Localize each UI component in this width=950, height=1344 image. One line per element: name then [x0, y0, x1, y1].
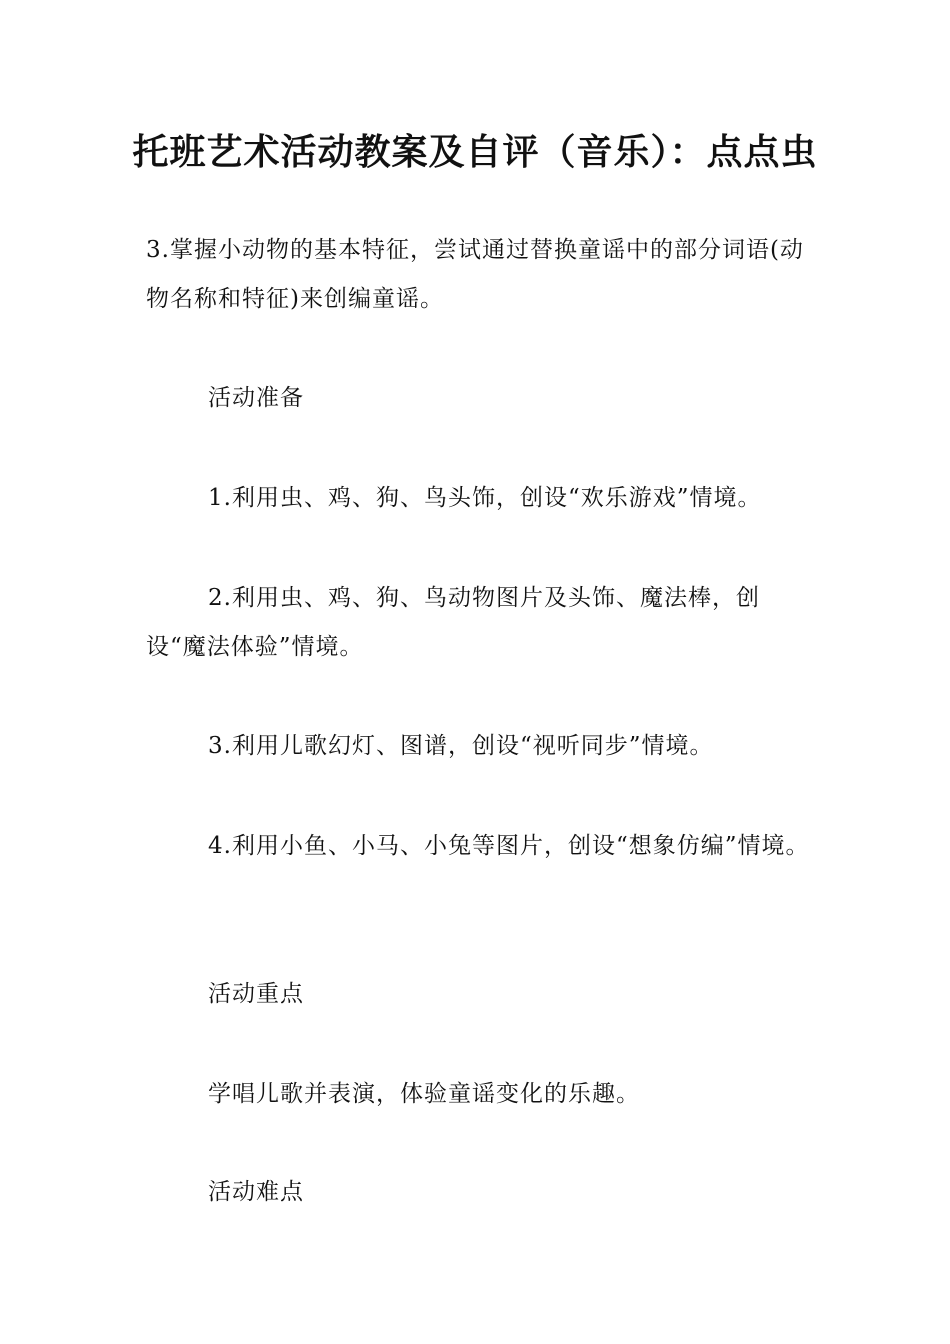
paragraph-focus: 学唱儿歌并表演，体验童谣变化的乐趣。 [208, 1081, 640, 1107]
heading-activity-difficulty: 活动难点 [208, 1179, 304, 1205]
heading-activity-focus: 活动重点 [208, 981, 304, 1007]
document-title: 托班艺术活动教案及自评（音乐）：点点虫 [132, 132, 818, 173]
paragraph-preparation-3: 3.利用儿歌幻灯、图谱，创设“视听同步”情境。 [208, 733, 714, 759]
paragraph-preparation-4: 4.利用小鱼、小马、小兔等图片，创设“想象仿编”情境。 [208, 833, 810, 859]
paragraph-preparation-1: 1.利用虫、鸡、狗、鸟头饰，创设“欢乐游戏”情境。 [208, 485, 762, 511]
paragraph-preparation-2: 2.利用虫、鸡、狗、鸟动物图片及头饰、魔法棒，创设“魔法体验”情境。 [146, 585, 760, 660]
heading-activity-preparation: 活动准备 [208, 385, 304, 411]
paragraph-objective-3: 3.掌握小动物的基本特征，尝试通过替换童谣中的部分词语(动物名称和特征)来创编童谣。 [146, 237, 804, 312]
